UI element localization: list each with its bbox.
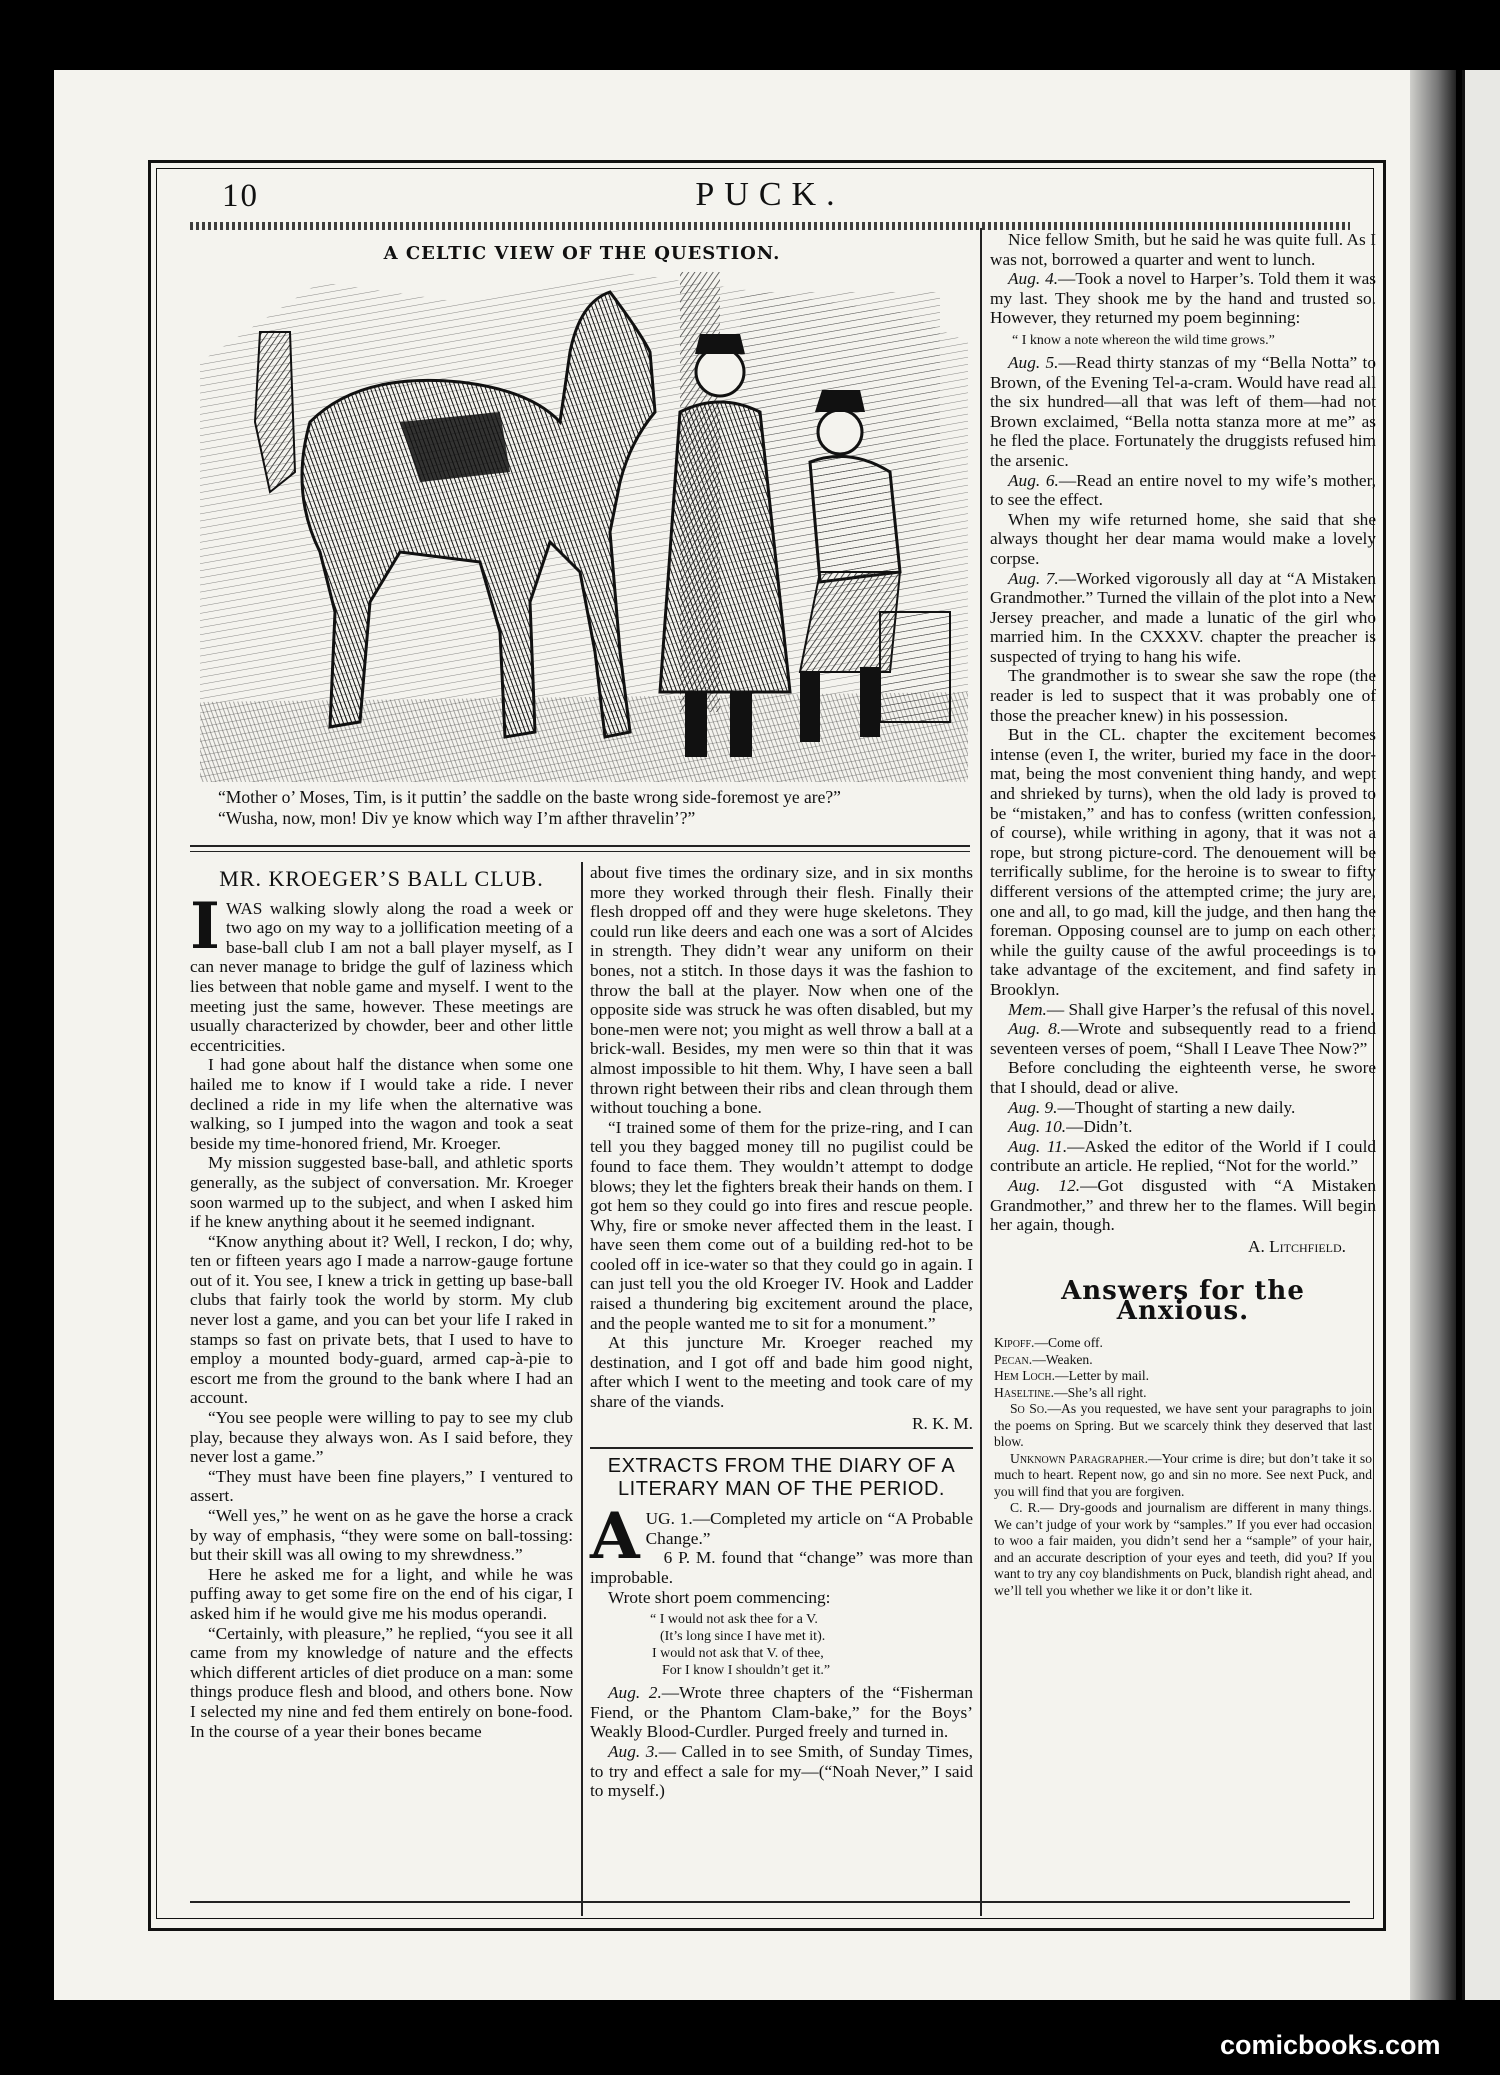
answer-text: —Come off. [1034, 1335, 1103, 1351]
diary-grandmother: The grandmother is to swear she saw the rope (the reader is led to suspect that it was probably one of those the preacher knew) in his possession. [990, 666, 1376, 725]
entry-text: —Read thirty stanzas of my “Bella Notta” to Brown, of the Evening Tel-a-cram. Would have read all the six hundred—all that was left of them—had not Brown exclaimed, “Bella notta stanza more at me” as he fled the place. Fortunately the druggists refused him the arsenic. [990, 352, 1376, 470]
poem-line: “ I would not ask thee for a V. [650, 1612, 818, 1628]
section-rule [590, 1447, 973, 1449]
column-3 [990, 230, 1376, 1599]
entry-date: Aug. 11. [1008, 1136, 1068, 1156]
answers-list [990, 1335, 1376, 1599]
kroeger-paragraph-1 [190, 888, 573, 1056]
diary-chapter-cl: But in the CL. chapter the excitement becomes intense (even I, the writer, buried my face in the door-mat, being the most convenient thing handy, and wept and shrieked by turns), when the old lady is proved to be “mistaken,” and has to confess (written confession, of course), while writhing in agony, that it was not a rope, but strong picture-cord. The denouement will be terrifically sublime, for the heroine is to swear to fifty different versions of the attempted crime; the jury are, one and all, to go mad, kill the judge, and then hang the foreman. Opposing counsel are to jump on each other; while the guilty cause of the awful proceedings is to take advantage of the excitement, and find safety in Brooklyn. [990, 725, 1376, 999]
page-number: 10 [222, 178, 259, 214]
answer-text: — Dry-goods and journalism are different in many things. We can’t judge of your work by “samples.” If you ever had occasion to woo a fair maiden, you didn’t send her a “sample” of your hair, and an accurate description of your eyes and teeth, did you? If you want to try any coy blandishments on Puck, blandish right ahead, and we’ll tell you whether we like it or don’t like it. [994, 1500, 1372, 1598]
kroeger-dropcap: I [190, 888, 220, 964]
diary-poem-2: “ I know a note whereon the wild time grows.” [1012, 332, 1275, 348]
kroeger-p1-text: WAS walking slowly along the road a week or two ago on my way to a jollification meeting of a base-ball club I am not a ball player myself, as I can never manage to bridge the gulf of laziness which lies between that noble game and myself. I went to the meeting just the same, however. These meetings are usually characterized by chowder, beer and other little eccentricities. [190, 898, 573, 1055]
entry-text: —Wrote and subsequently read to a friend seventeen verses of poem, “Shall I Leave Thee Now?” [990, 1019, 1376, 1058]
caption-line-2: “Wusha, now, mon! Div ye know which way I’m afther thravelin’?” [218, 808, 696, 828]
engraving-illustration [200, 272, 968, 782]
diary-aug8 [990, 1019, 1376, 1058]
page-header [190, 172, 1350, 218]
kroeger-paragraph-9: “Certainly, with pleasure,” he replied, “you see it all came from my knowledge of nature and the effects which different articles of diet produce on a man: some things produce flesh and blood, and others bone. Now I selected my nine and fed them entirely on bone-food. In the course of a year their bones became [190, 1623, 573, 1741]
kroeger-paragraph-4: “Know anything about it? Well, I reckon, I do; why, ten or fifteen years ago I made a narrow-gauge fortune out of it. You see, I knew a trick in getting up base-ball clubs that fairly took the world by storm. My club never lost a game, and you can bet your life I raked in stamps so fast on private bets, that I used to have to employ a mounted body-guard, armed cap-à-pie to escort me from the ground to the bank where I had an account. [190, 1231, 573, 1408]
entry-text: —Didn’t. [1066, 1117, 1133, 1137]
diary-aug9 [990, 1098, 1376, 1118]
diary-aug7 [990, 569, 1376, 667]
kroeger-signature: R. K. M. [912, 1413, 973, 1433]
diary-aug3 [590, 1742, 973, 1801]
illustration-title: A CELTIC VIEW OF THE QUESTION. [383, 243, 781, 264]
diary-signature: A. Litchfield. [1248, 1236, 1346, 1256]
entry-text: — Shall give Harper’s the refusal of this novel. [1046, 999, 1375, 1019]
kroeger-paragraph-8: Here he asked me for a light, and while he was puffing away to get some fire on the end of his cigar, I asked him if he would give me his modus operandi. [190, 1564, 573, 1623]
entry-date: Aug. 8. [1008, 1019, 1062, 1039]
answer-item [994, 1352, 1372, 1369]
diary-aug12 [990, 1176, 1376, 1235]
answer-text: —Your crime is dire; but don’t take it so much to heart. Repent now, go and sin no more. See next Puck, and you will find that you are forgiven. [994, 1450, 1372, 1499]
answer-name: Haseltine. [994, 1384, 1055, 1400]
kroeger-paragraph-5: “You see people were willing to pay to see my club play, because they always won. As I said before, they never lost a game.” [190, 1408, 573, 1467]
answer-item [994, 1500, 1372, 1599]
answers-title: Answers for the Anxious. [1061, 1276, 1305, 1326]
column-rule-right [980, 228, 982, 1916]
diary-mem [990, 1000, 1376, 1020]
answer-item [994, 1385, 1372, 1402]
entry-text: —Wrote three chapters of the “Fisherman Fiend, or the Phantom Clam-bake,” for the Boys’ Weakly Blood-Curdler. Purged freely and turned in. [590, 1683, 973, 1742]
header-rule [190, 222, 1350, 230]
diary-dropcap: A [590, 1499, 640, 1575]
entry-date: Aug. 7. [1008, 568, 1059, 588]
illustration-caption [218, 787, 978, 829]
diary-aug6 [990, 471, 1376, 510]
column-1 [190, 863, 573, 1741]
answer-name: So So. [1010, 1401, 1048, 1417]
kroeger-paragraph-3: My mission suggested base-ball, and athletic sports generally, as the subject of conversation. Mr. Kroeger soon warmed up to the subject, and when I asked him if he knew anything about it he seemed indignant. [190, 1153, 573, 1232]
kroeger-paragraph-6: “They must have been fine players,” I ventured to assert. [190, 1466, 573, 1506]
poem-line: For I know I shouldn’t get it.” [662, 1663, 831, 1679]
kroeger-paragraph-11: “I trained some of them for the prize-ring, and I can tell you they bagged money till no pugilist could be found to face them. They wouldn’t attempt to dodge blows; they let the fighters break their hands on them. I got hem so they could go into fires and rescue people. Why, fire or smoke never affected them in the least. I have seen them come out of a building red-hot to be cooled off in ice-water so that they could go in again. I can just tell you the old Kroeger IV. Hook and Ladder raised a thundering big excitement around the place, and the people wanted me to sit for a monument.” [590, 1117, 973, 1333]
entry-date: Aug. 6. [1008, 470, 1059, 490]
entry-date: Aug. 10. [1008, 1117, 1067, 1137]
illustration-bottom-rule [190, 845, 970, 847]
entry-date: Aug. 5. [1008, 352, 1059, 372]
answer-item [994, 1451, 1372, 1501]
entry-text: —Worked vigorously all day at “A Mistaken Grandmother.” Turned the villain of the plot into a New Jersey preacher, and made a lunatic of the girl who married him. In the CXXXV. chapter the preacher is suspected of trying to hang his wife. [990, 568, 1376, 666]
entry-date: Aug. 2. [608, 1683, 662, 1703]
next-page-edge [1462, 70, 1500, 2000]
entry-date: Mem. [1008, 999, 1047, 1019]
answer-text: —Letter by mail. [1055, 1368, 1150, 1384]
answer-item [994, 1335, 1372, 1352]
page-gutter-shadow [1410, 70, 1456, 2000]
answer-item [994, 1368, 1372, 1385]
kroeger-paragraph-2: I had gone about half the distance when some one hailed me to know if I would take a ride. I never declined a ride in my life when the alternative was walking, so I jumped into the wagon and took a seat beside my time-honored friend, Mr. Kroeger. [190, 1055, 573, 1153]
answer-name: Unknown Paragrapher. [1010, 1450, 1148, 1466]
kroeger-paragraph-10: about five times the ordinary size, and in six months more they worked through their flesh. Finally their flesh dropped off and they were huge skeletons. They could run like deers and each one was a sort of Alcides in strength. They didn’t wear any uniform on their bones, not a stitch. In those days it was the fashion to throw the ball at the player. Now when one of the opposite side was struck he was often disabled, but my bone-men were not; you might as well throw a ball at a brick-wall. Besides, my men were so thin that it was almost impossible to hit them. Why, I have seen a ball thrown right between their ribs and clean through them without touching a bone. [590, 863, 973, 1118]
diary-smith: Nice fellow Smith, but he said he was quite full. As I was not, borrowed a quarter and went to lunch. [990, 230, 1376, 269]
diary-6pm: 6 P. M. found that “change” was more than improbable. [590, 1548, 973, 1587]
diary-aug11 [990, 1137, 1376, 1176]
diary-aug4 [990, 269, 1376, 328]
watermark: comicbooks.com [1220, 2030, 1441, 2060]
poem-line: (It’s long since I have met it). [660, 1629, 826, 1645]
column-2 [590, 863, 973, 1801]
answer-name: Pecan. [994, 1351, 1033, 1367]
illustration-bottom-rule-2 [190, 851, 970, 852]
answer-text: —She’s all right. [1054, 1384, 1147, 1400]
entry-text: —Read an entire novel to my wife’s mother, to see the effect. [990, 470, 1376, 510]
diary-p1-text: UG. 1.—Completed my article on “A Probable Change.” [645, 1509, 973, 1548]
answer-text: —Weaken. [1032, 1351, 1093, 1367]
kroeger-title: MR. KROEGER’S BALL CLUB. [219, 866, 544, 891]
entry-text: — Called in to see Smith, of Sunday Times, to try and effect a sale for my—(“Noah Never,” I said to myself.) [590, 1741, 973, 1801]
masthead: PUCK. [695, 176, 845, 213]
entry-date: Aug. 9. [1008, 1097, 1058, 1117]
diary-aug2 [590, 1683, 973, 1742]
page-bottom-rule [190, 1901, 1350, 1903]
kroeger-paragraph-7: “Well yes,” he went on as he gave the horse a crack by way of emphasis, “they were some on ball-tossing: but their skill was all owing to my shrewdness.” [190, 1506, 573, 1565]
answer-name: C. R. [1010, 1500, 1041, 1516]
answer-text: —As you requested, we have sent your paragraphs to join the poems on Spring. But we scarcely think they deserved that last blow. [994, 1401, 1372, 1450]
diary-wife: When my wife returned home, she said that she always thought her dear mama would make a lovely corpse. [990, 509, 1376, 568]
caption-line-1: “Mother o’ Moses, Tim, is it puttin’ the saddle on the baste wrong side-foremost ye are?” [218, 787, 841, 807]
entry-text: —Got disgusted with “A Mistaken Grandmother,” and threw her to the flames. Will begin her again, though. [990, 1175, 1376, 1235]
entry-date: Aug. 12. [1008, 1175, 1081, 1195]
entry-text: —Took a novel to Harper’s. Told them it was my last. They shook me by the hand and trusted so. However, they returned my poem beginning: [990, 269, 1376, 328]
answer-item [994, 1401, 1372, 1451]
diary-aug10 [990, 1117, 1376, 1137]
entry-text: —Thought of starting a new daily. [1057, 1097, 1296, 1117]
kroeger-paragraph-12: At this juncture Mr. Kroeger reached my destination, and I got off and bade him good night, after which I went to the meeting and took care of my share of the viands. [590, 1333, 973, 1412]
entry-text: —Asked the editor of the World if I could contribute an article. He replied, “Not for the world.” [990, 1136, 1377, 1176]
poem-line: I would not ask that V. of thee, [652, 1646, 824, 1662]
diary-eighteenth: Before concluding the eighteenth verse, he swore that I should, dead or alive. [990, 1058, 1376, 1097]
diary-aug5 [990, 353, 1376, 471]
diary-poem-1 [590, 1611, 973, 1679]
column-rule-left [581, 862, 583, 1916]
answer-name: Kipoff. [994, 1335, 1035, 1351]
answer-name: Hem Loch. [994, 1368, 1056, 1384]
diary-title: EXTRACTS FROM THE DIARY OF A LITERARY MAN OF THE PERIOD. [607, 1455, 956, 1501]
diary-poem-intro: Wrote short poem commencing: [608, 1587, 831, 1607]
entry-date: Aug. 3. [608, 1741, 659, 1761]
entry-date: Aug. 4. [1008, 269, 1059, 289]
